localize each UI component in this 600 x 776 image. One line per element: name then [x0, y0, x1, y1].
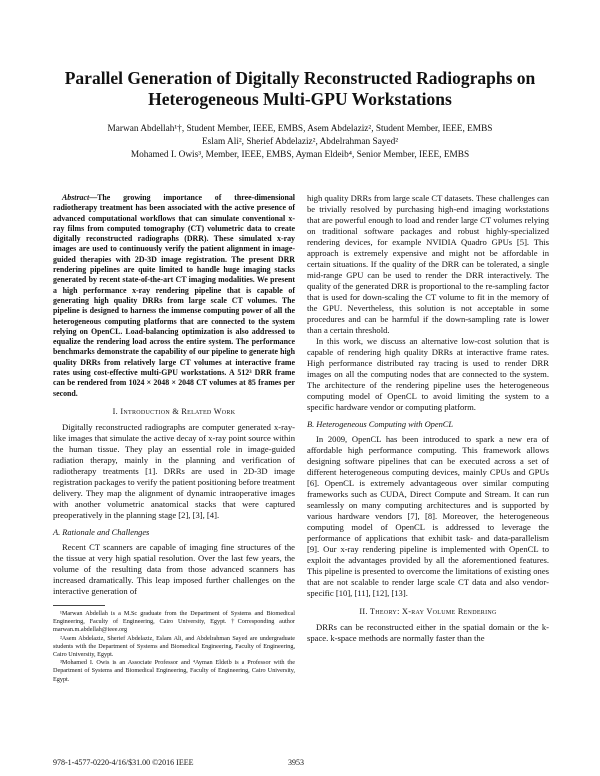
subsection-b-paragraph: In 2009, OpenCL has been introduced to spark a new era of affordable high performance computing. This framework allows designing software pipelines that can be executed across a set of different heterogeneous computing devices, mainly CPUs and GPUs [6]. OpenCL is extremely advantageous over similar computing frameworks such as CUDA, Direct Compute and Stream. It can run seamlessly on many computing architectures and is supported by various hardware vendors [7], [8]. Moreover, the heterogeneous computing model of OpenCL is addressed to leverage the performance of applications that exhibit task- and data-parallelism [9]. Our x-ray rendering pipeline is implemented with OpenCL to exploit the advantages provided by all the aforementioned features. This pipeline is presented to overcome the limitations of existing ones that are not scalable to render large scale CT data and also vendor-specific [10], [11], [12], [13].	[307, 434, 549, 598]
footnotes	[53, 610, 295, 684]
theory-heading: II. Theory: X-ray Volume Rendering	[359, 607, 497, 616]
theory-paragraph: DRRs can be reconstructed either in the spatial domain or the k-space. k-space methods are normally faster than the	[307, 622, 549, 643]
right-paragraph-1: high quality DRRs from large scale CT datasets. These challenges can be trivially resolved by purchasing high-end imaging workstations that are powerful enough to load and render large CT volumes relying on traditional software packages and robust highly-specialized rendering devices, for example NVIDIA Quadro GPUs [5]. This approach is extremely expensive and might not be affordable in certain situations. If the quality of the DRR can be tolerated, a single mid-range GPU can be used to render the DRR interactively. The quality of the generated DRR is proportional to the re-sampling factor that is used for down-scaling the CT volume to fit in the memory of the GPU. Nevertheless, this solution is not acceptable in some procedures and can be harmful if the down-sampling rate is lower than a certain threshold.	[307, 193, 549, 335]
author-line-1: Marwan Abdellah¹†, Student Member, IEEE, EMBS, Asem Abdelaziz², Student Member, IEEE, EMBS	[107, 124, 493, 134]
footnote-1: ¹Marwan Abdellah is a M.Sc graduate from the Department of Systems and Biomedical Engineering, Faculty of Engineering, Cairo University, Egypt. †Corresponding author marwan.m.abdellah@ieee.org	[53, 609, 295, 634]
author-line-3: Mohamed I. Owis³, Member, IEEE, EMBS, Ayman Eldeib⁴, Senior Member, IEEE, EMBS	[130, 150, 470, 160]
left-column	[53, 193, 295, 684]
footnote-rule	[53, 605, 105, 606]
abstract-text: —The growing importance of three-dimensional radiotherapy treatment has been associated with the active presence of advanced computational workflows that can simulate conventional x-ray films from computed tomography (CT) volumetric data to create digitally reconstructed radiographs (DRR). These simulated x-ray images are used to continuously verify the patient alignment in image-guided therapies with 2D-3D image registration. The present DRR rendering pipelines are quite limited to handle huge imaging stacks generated by recent state-of-the-art CT imaging modalities. We present a high performance x-ray rendering pipeline that is capable of generating high quality DRRs from large scale CT volumes. The pipeline is designed to harness the immense computing power of all the heterogeneous computing platforms that are connected to the system relying on OpenCL. Load-balancing optimization is also addressed to equalize the rendering load across the entire system. The performance benchmarks demonstrate the capability of our pipeline to generate high quality DRRs from relatively large CT volumes at interactive frame rates using cost-effective multi-GPU workstations. A 512³ DRR frame can be rendered from 1024 × 2048 × 2048 CT volumes at 85 frames per second.	[53, 193, 295, 398]
footnote-3: ³Mohamed I. Owis is an Associate Professor and ⁴Ayman Eldeib is a Professor with the Department of Systems and Biomedical Engineering, Faculty of Engineering, Cairo University, Egypt.	[53, 659, 295, 683]
paper-title: Parallel Generation of Digitally Reconstructed Radiographs on Heterogeneous Multi-GPU Workstations	[64, 68, 536, 109]
author-block	[40, 123, 560, 162]
footnote-2: ²Asem Abdelaziz, Sherief Abdelaziz, Eslam Ali, and Abdelrahman Sayed are undergraduate students with the Department of Systems and Biomedical Engineering, Faculty of Engineering, Cairo University, Egypt.	[53, 634, 295, 658]
subsection-b-heading: B. Heterogeneous Computing with OpenCL	[307, 420, 454, 429]
abstract-lead: Abstract	[62, 193, 90, 202]
page-number: 3953	[288, 758, 304, 767]
intro-paragraph: Digitally reconstructed radiographs are computer generated x-ray-like images that simulate the active decay of x-ray point source within the human tissue. They play an essential role in image-guided radiation therapy, mainly in the planning and verification of radiotherapy treatments [1]. DRRs are used in 2D-3D image registration packages to verify the patient positioning before treatment delivery. They map the alignment of dynamic intraoperative images with another volumetric anatomical stacks that were captured preoperatively in the planning stage [2], [3], [4].	[53, 421, 295, 520]
right-column	[307, 193, 549, 644]
subsection-a-heading: A. Rationale and Challenges	[53, 527, 150, 537]
right-paragraph-2: In this work, we discuss an alternative low-cost solution that is capable of rendering high quality DRRs at interactive frame rates. High performance distributed ray tracing is used to render DRR images on all the computing nodes that are connected to the system. The architecture of the rendering pipeline uses the heterogeneous computing model of OpenCL to avoid limiting the system to a specific hardware vendor or computing platform.	[307, 336, 549, 412]
author-line-2: Eslam Ali², Sherief Abdelaziz², Abdelrahman Sayed²	[201, 137, 399, 147]
abstract	[53, 193, 295, 399]
intro-heading: I. Introduction & Related Work	[112, 406, 236, 416]
subsection-a-paragraph: Recent CT scanners are capable of imaging fine structures of the the tissue at very high spatial resolution. Over the last few years, the volume of the resulting data from those advanced scanners has increased dramatically. This leap imposed further challenges on the interactive generation of	[53, 541, 295, 596]
isbn-line: 978-1-4577-0220-4/16/$31.00 ©2016 IEEE	[53, 758, 194, 767]
